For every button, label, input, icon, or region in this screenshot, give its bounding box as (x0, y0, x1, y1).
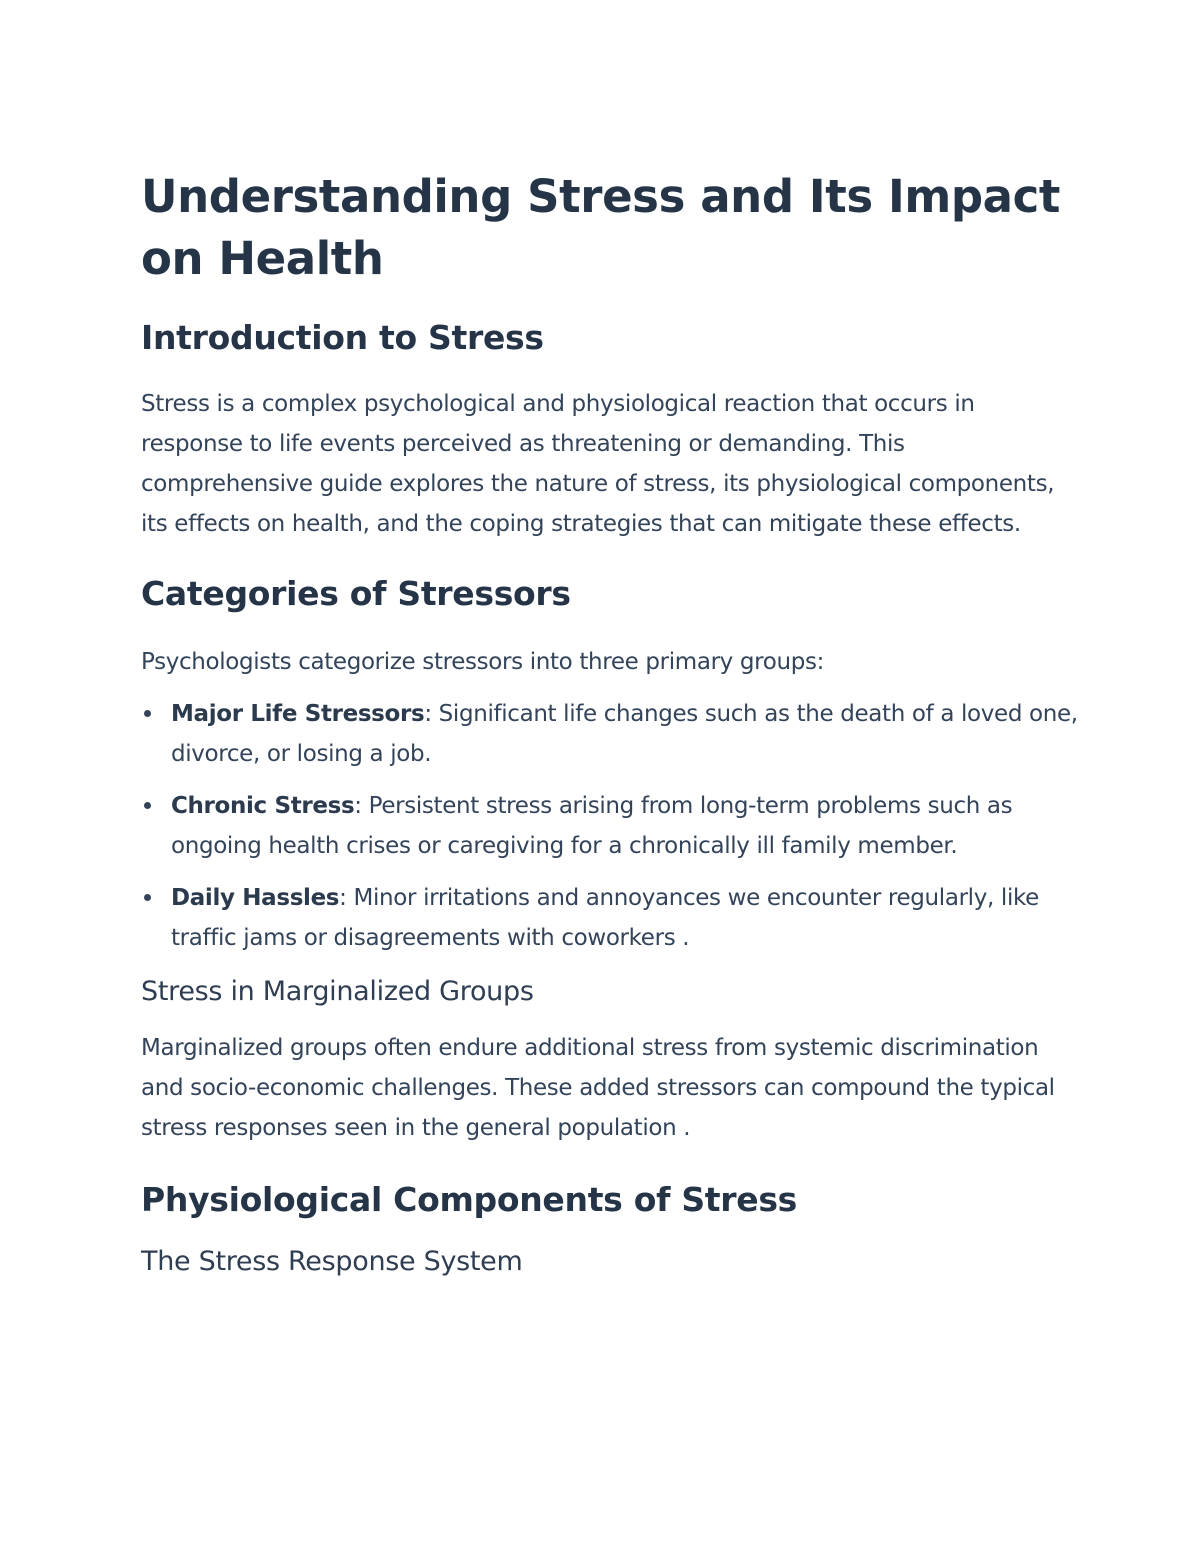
heading-categories: Categories of Stressors (141, 574, 571, 613)
paragraph-categories: Psychologists categorize stressors into three primary groups: (141, 649, 824, 675)
list-item-text: Persistent stress arising from long-term problems such as ongoing health crises or caregiving for a chronically ill family member. (171, 793, 1013, 859)
document-page (141, 166, 1081, 1280)
list-item (141, 878, 1081, 958)
paragraph-marginalized-groups: Marginalized groups often endure additional stress from systemic discrimination and socio-economic challenges. These added stressors can compound the typical stress responses seen in the general population . (141, 1035, 1055, 1141)
heading-physiological-components: Physiological Components of Stress (141, 1180, 798, 1219)
list-item-term: Chronic Stress (171, 793, 355, 819)
heading-marginalized-groups: Stress in Marginalized Groups (141, 976, 534, 1007)
bullet-icon (144, 710, 151, 717)
paragraph-introduction: Stress is a complex psychological and physiological reaction that occurs in response to life events perceived as threatening or demanding. This comprehensive guide explores the nature of stress, its physiological components, its effects on health, and the coping strategies that can mitigate these effects. (141, 391, 1055, 537)
list-item-separator: : (354, 793, 362, 819)
heading-introduction: Introduction to Stress (141, 318, 544, 357)
list-item-text: Minor irritations and annoyances we encounter regularly, like traffic jams or disagreements with coworkers . (171, 885, 1039, 951)
document-title: Understanding Stress and Its Impact on Health (141, 170, 1061, 285)
bullet-icon (144, 894, 151, 901)
heading-stress-response-system: The Stress Response System (141, 1246, 523, 1277)
list-item-text: Significant life changes such as the death of a loved one, divorce, or losing a job. (171, 701, 1078, 767)
list-item-term: Daily Hassles (171, 885, 340, 911)
list-item-separator: : (339, 885, 347, 911)
list-item (141, 786, 1081, 866)
list-item-separator: : (424, 701, 432, 727)
list-item-term: Major Life Stressors (171, 701, 425, 727)
bullet-icon (144, 802, 151, 809)
list-item (141, 694, 1081, 774)
stressor-list (141, 694, 1081, 958)
